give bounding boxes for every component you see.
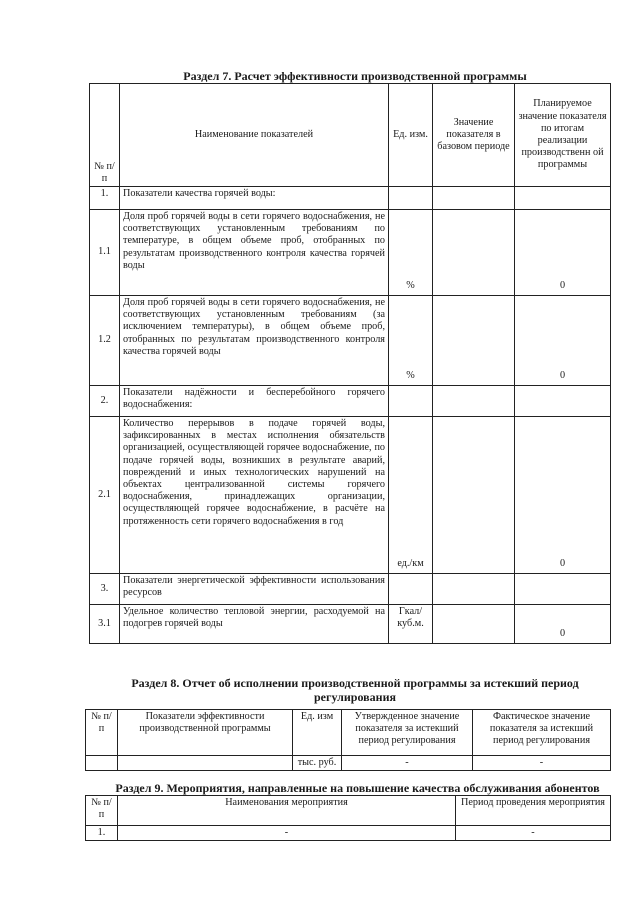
row-name: Показатели надёжности и бесперебойного горячего водоснабжения: <box>120 386 389 417</box>
row-unit <box>389 574 433 605</box>
row-name <box>118 756 293 771</box>
table-row <box>86 826 611 841</box>
table-row <box>90 574 611 605</box>
table-header-row <box>86 796 611 826</box>
header-actual: Фактическое значение показателя за истекший период регулирования <box>473 710 611 756</box>
row-name: Показатели качества горячей воды: <box>120 187 389 210</box>
header-plan: Планируемое значение показателя по итогам реализации производственн ой программы <box>515 84 611 187</box>
row-unit: % <box>389 296 433 386</box>
row-unit <box>389 386 433 417</box>
header-name: Наименование показателей <box>120 84 389 187</box>
row-unit: Гкал/ куб.м. <box>389 605 433 644</box>
header-name: Показатели эффективности производственной программы <box>118 710 293 756</box>
row-base <box>433 187 515 210</box>
section8-table <box>85 709 611 771</box>
row-plan <box>515 574 611 605</box>
section7-table <box>89 83 611 644</box>
table-row <box>90 417 611 574</box>
row-plan: 0 <box>515 210 611 296</box>
table-row <box>90 386 611 417</box>
row-unit: тыс. руб. <box>293 756 342 771</box>
header-period: Период проведения мероприятия <box>456 796 611 826</box>
table-row <box>90 605 611 644</box>
row-num: 2. <box>90 386 120 417</box>
row-name: - <box>118 826 456 841</box>
table-row <box>90 210 611 296</box>
row-plan <box>515 187 611 210</box>
header-num: № п/п <box>86 710 118 756</box>
row-base <box>433 386 515 417</box>
row-base <box>433 210 515 296</box>
row-num: 1. <box>90 187 120 210</box>
row-plan: 0 <box>515 417 611 574</box>
row-actual: - <box>473 756 611 771</box>
row-num: 3.1 <box>90 605 120 644</box>
row-unit <box>389 187 433 210</box>
row-plan: 0 <box>515 296 611 386</box>
row-name: Количество перерывов в подаче горячей воды, зафиксированных в местах исполнения обязательств организацией, осуществляющей горячее водоснабжение, по подаче горячей воды, возникших в результате аварий, повреждений и иных технологических нарушений на объектах централизованной системы горячего водоснабжения, принадлежащих организации, осуществляющей горячее водоснабжение, в расчёте на протяженность сети горячего водоснабжения в год <box>120 417 389 574</box>
row-approved: - <box>342 756 473 771</box>
row-unit: ед./км <box>389 417 433 574</box>
row-base <box>433 296 515 386</box>
header-unit: Ед. изм <box>293 710 342 756</box>
table-row <box>86 756 611 771</box>
header-name: Наименования мероприятия <box>118 796 456 826</box>
row-name: Удельное количество тепловой энергии, расходуемой на подогрев горячей воды <box>120 605 389 644</box>
table-row <box>90 187 611 210</box>
table-header-row <box>90 84 611 187</box>
header-approved: Утвержденное значение показателя за истекший период регулирования <box>342 710 473 756</box>
header-unit: Ед. изм. <box>389 84 433 187</box>
table-row <box>90 296 611 386</box>
header-num: № п/п <box>90 84 120 187</box>
header-base: Значение показателя в базовом периоде <box>433 84 515 187</box>
row-period: - <box>456 826 611 841</box>
row-num: 1.1 <box>90 210 120 296</box>
row-base <box>433 417 515 574</box>
row-name: Доля проб горячей воды в сети горячего водоснабжения, не соответствующих установленным требованиям по температуре, в общем объеме проб, отобранных по результатам производственного контроля качества горячей воды <box>120 210 389 296</box>
row-plan <box>515 386 611 417</box>
section8-title: Раздел 8. Отчет об исполнении производственной программы за истекший период регулирования <box>131 676 579 704</box>
section9-title: Раздел 9. Мероприятия, направленные на повышение качества обслуживания абонентов <box>115 781 600 795</box>
table-header-row <box>86 710 611 756</box>
row-num: 1. <box>86 826 118 841</box>
row-num: 3. <box>90 574 120 605</box>
row-unit: % <box>389 210 433 296</box>
row-num <box>86 756 118 771</box>
section7-title: Раздел 7. Расчет эффективности производственной программы <box>183 69 527 83</box>
section9-table <box>85 795 611 841</box>
row-num: 1.2 <box>90 296 120 386</box>
header-num: № п/п <box>86 796 118 826</box>
row-base <box>433 574 515 605</box>
row-base <box>433 605 515 644</box>
row-num: 2.1 <box>90 417 120 574</box>
row-name: Доля проб горячей воды в сети горячего водоснабжения, не соответствующих установленным требованиям (за исключением температуры), в общем объеме проб, отобранных по результатам производственного контроля качества горячей воды <box>120 296 389 386</box>
row-plan: 0 <box>515 605 611 644</box>
row-name: Показатели энергетической эффективности использования ресурсов <box>120 574 389 605</box>
